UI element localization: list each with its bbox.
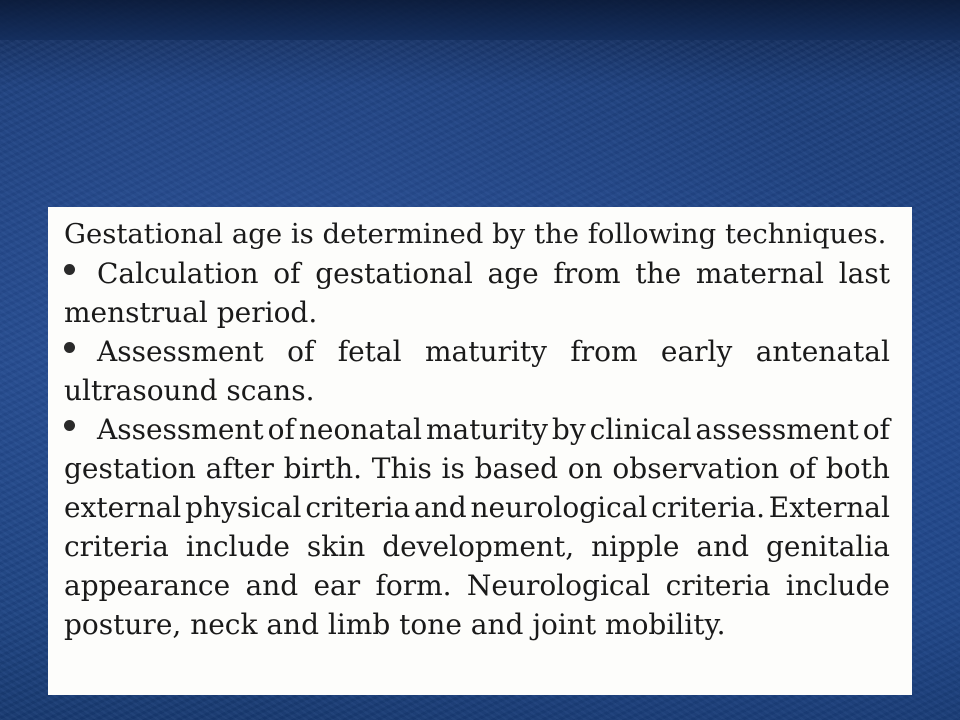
word: menstrual period. xyxy=(64,296,318,329)
word: both xyxy=(825,452,890,485)
bullet-item xyxy=(64,332,890,410)
word: ear xyxy=(313,569,361,602)
bullet-dot-icon xyxy=(64,342,75,353)
word: of xyxy=(273,257,301,290)
word: gestation xyxy=(64,452,196,485)
intro-line: Gestational age is determined by the following techniques. xyxy=(64,218,887,250)
word: the xyxy=(635,257,682,290)
bullet-lead xyxy=(64,410,264,449)
word: maturity xyxy=(424,335,547,368)
word: age xyxy=(487,257,539,290)
bullet-dot-icon xyxy=(64,264,75,275)
word: physical xyxy=(185,491,302,524)
word: of xyxy=(287,335,315,368)
word: neurological xyxy=(470,491,648,524)
word: Neurological xyxy=(466,569,651,602)
word: of xyxy=(267,413,295,446)
text-line xyxy=(64,371,890,410)
word: form. xyxy=(375,569,452,602)
word: External xyxy=(768,491,890,524)
bullet-list xyxy=(64,254,890,644)
text-line xyxy=(64,332,890,371)
word: maternal xyxy=(695,257,824,290)
bullet-item xyxy=(64,254,890,332)
word: fetal xyxy=(337,335,402,368)
bullet-dot-icon xyxy=(64,420,75,431)
word: include xyxy=(185,530,290,563)
word: from xyxy=(553,257,621,290)
text-line xyxy=(64,293,890,332)
bullet-item xyxy=(64,410,890,644)
word: after xyxy=(205,452,274,485)
word: genitalia xyxy=(765,530,890,563)
word: criteria xyxy=(665,569,771,602)
text-line xyxy=(64,410,890,449)
word: assessment xyxy=(695,413,859,446)
bullet-lead xyxy=(64,332,264,371)
text-line xyxy=(64,449,890,488)
slide-top-band xyxy=(0,0,960,40)
text-line xyxy=(64,527,890,566)
word: This xyxy=(371,452,432,485)
word: criteria. xyxy=(651,491,765,524)
word: posture, neck and limb tone and joint mobility. xyxy=(64,608,726,641)
word: and xyxy=(245,569,299,602)
word: is xyxy=(441,452,465,485)
word: gestational xyxy=(315,257,473,290)
word: Assessment xyxy=(97,335,264,368)
text-line xyxy=(64,605,890,644)
word: Assessment xyxy=(97,413,264,446)
word: external xyxy=(64,491,182,524)
word: and xyxy=(696,530,750,563)
word: of xyxy=(788,452,817,485)
word: development, xyxy=(382,530,575,563)
word: maturity xyxy=(425,413,548,446)
word: early xyxy=(660,335,733,368)
word: birth. xyxy=(283,452,363,485)
word: criteria xyxy=(64,530,169,563)
word: include xyxy=(785,569,890,602)
document-scan-panel xyxy=(48,207,912,695)
word: of xyxy=(862,413,890,446)
word: on xyxy=(567,452,603,485)
word: ultrasound scans. xyxy=(64,374,315,407)
word: by xyxy=(551,413,586,446)
word: observation xyxy=(612,452,780,485)
text-line xyxy=(64,488,890,527)
text-line xyxy=(64,254,890,293)
word: from xyxy=(570,335,638,368)
word: criteria xyxy=(305,491,411,524)
word: appearance xyxy=(64,569,231,602)
word: clinical xyxy=(589,413,692,446)
word: nipple xyxy=(591,530,680,563)
word: antenatal xyxy=(755,335,890,368)
word: neonatal xyxy=(298,413,422,446)
text-line xyxy=(64,566,890,605)
word: last xyxy=(838,257,890,290)
word: Calculation xyxy=(97,257,259,290)
word: and xyxy=(414,491,467,524)
bullet-lead xyxy=(64,254,259,293)
word: skin xyxy=(306,530,366,563)
word: based xyxy=(474,452,559,485)
